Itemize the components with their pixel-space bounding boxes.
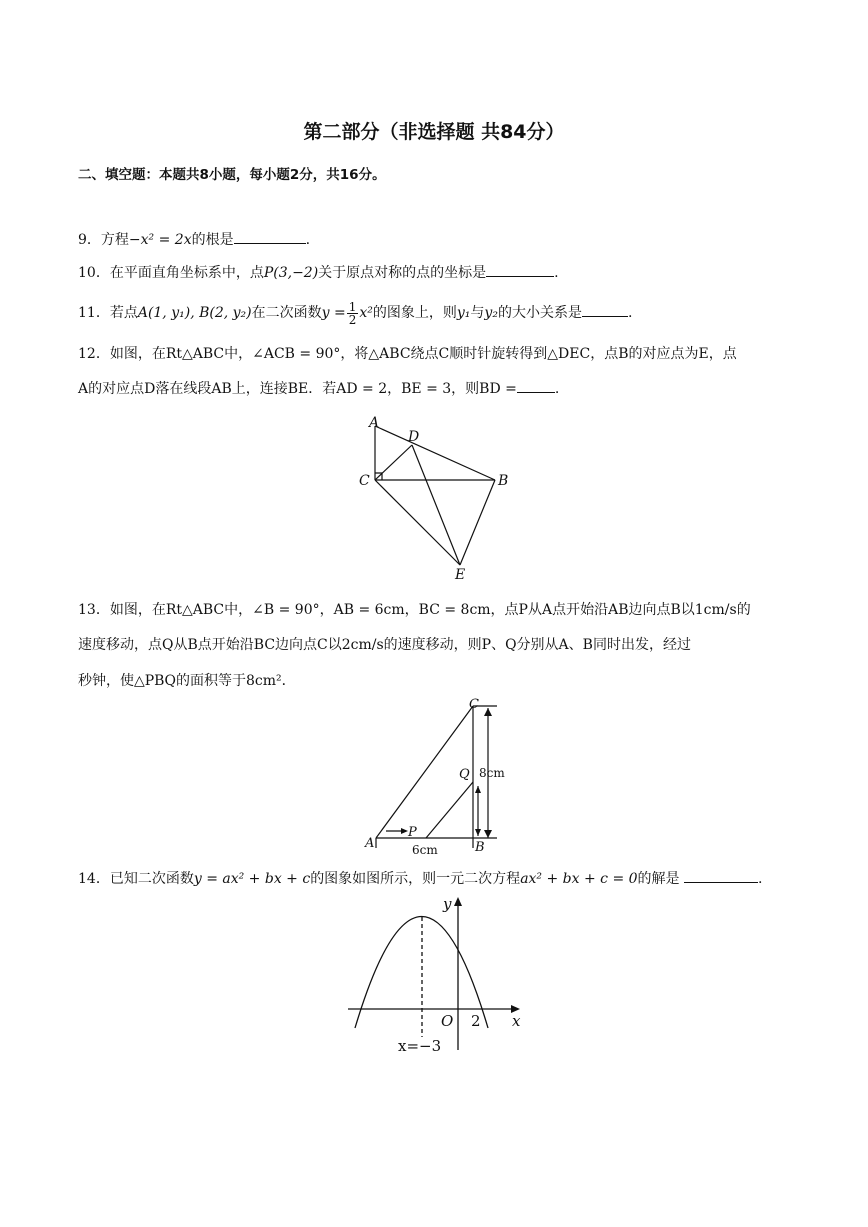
arrowhead-down [484,830,492,838]
question-number: 13． [78,602,110,618]
question-12-line-2 [78,376,790,402]
period: . [758,871,763,887]
answer-blank[interactable] [517,377,555,393]
label-two: 2 [471,1012,481,1030]
point-p: P(3,−2) [263,265,319,281]
function: y = ax² + bx + c [193,871,311,887]
question-text: 如图，在Rt△ABC中，∠ACB = 90°，将△ABC绕点C顺时针旋转得到△DEC，点B的对应点为E，点 [109,346,737,362]
period: . [627,305,633,321]
figure-12 [350,410,520,585]
question-text: 在二次函数 [251,305,322,321]
length-ab: 6cm [412,843,438,857]
question-text: 的大小关系是 [497,305,582,321]
segment-de [412,445,460,565]
question-text: 如图，在Rt△ABC中，∠B = 90°，AB = 6cm，BC = 8cm，点P从A点开始沿AB边向点B以1cm/s的 [109,602,751,618]
label-q: Q [459,767,470,782]
length-bc: 8cm [479,766,505,780]
segment-ab [375,426,495,480]
question-number: 9． [78,232,101,248]
function-rhs: x² [359,305,373,321]
question-text: 在平面直角坐标系中，点 [109,265,264,281]
arrowhead-up [484,708,492,716]
segment-pq [426,782,473,838]
question-text: 与 [470,305,485,321]
label-c: C [469,697,479,712]
label-e: E [455,567,466,583]
question-number: 14． [78,871,110,887]
label-y: y [443,895,452,913]
question-number: 11． [78,305,110,321]
question-text: 若点 [109,305,138,321]
arrowhead-right [401,828,408,834]
answer-blank[interactable] [234,228,306,244]
arrowhead-up [475,786,481,793]
question-10 [78,260,790,286]
segment-cd [375,445,412,480]
question-text: 的图象如图所示，则一元二次方程 [310,871,521,887]
y1: y₁ [456,305,471,321]
question-number: 12． [78,346,110,362]
question-9 [78,227,790,253]
label-b: B [475,840,485,855]
equation: ax² + bx + c = 0 [520,871,638,887]
question-number: 10． [78,265,110,281]
label-p: P [408,825,417,840]
segment-ce [375,480,460,565]
question-text: 已知二次函数 [109,871,194,887]
arrowhead-down [475,829,481,836]
segment-be [460,480,495,565]
equation: −x² = 2x [128,232,192,248]
question-text: 的根是 [191,232,234,248]
question-text: 的解是 [637,871,680,887]
fraction-denominator: 2 [348,312,357,327]
question-14 [78,866,790,892]
label-d: D [408,429,420,445]
question-13-line-3 [78,668,790,694]
answer-blank[interactable] [486,261,554,277]
y-axis-arrow [454,897,462,906]
label-c: C [359,473,370,489]
fraction [347,301,359,326]
label-b: B [498,473,509,489]
label-a: A [365,836,375,851]
question-11 [78,300,790,326]
question-13 [78,597,790,623]
answer-blank[interactable] [582,301,628,317]
label-symmetry-axis: x=−3 [398,1037,442,1055]
question-text: 关于原点对称的点的坐标是 [318,265,487,281]
question-text: 速度移动，点Q从B点开始沿BC边向点C以2cm/s的速度移动，则P、Q分别从A、B同时出发，经过 [78,637,691,653]
label-x: x [512,1012,521,1030]
question-text: A的对应点D落在线段AB上，连接BE．若AD = 2，BE = 3，则BD = [78,381,517,397]
period: . [305,232,311,248]
label-a: A [369,415,380,431]
fraction-numerator: 1 [348,299,357,314]
period: . [554,265,559,281]
page-title: 第二部分（非选择题 共84分） [303,121,565,143]
question-text: 的图象上，则 [372,305,457,321]
figure-13 [362,698,522,858]
function-lhs: y = [321,305,346,321]
question-text: 方程 [100,232,129,248]
answer-blank[interactable] [684,867,758,883]
label-origin: O [441,1012,454,1030]
period: . [554,381,560,397]
section-header: 二、填空题：本题共8小题，每小题2分，共16分。 [78,167,386,183]
points: A(1, y₁), B(2, y₂) [137,305,252,321]
question-text: 秒钟，使△PBQ的面积等于8cm²． [78,673,296,689]
question-13-line-2 [78,632,790,658]
figure-14 [340,895,540,1060]
y2: y₂ [484,305,498,321]
question-12 [78,341,790,367]
